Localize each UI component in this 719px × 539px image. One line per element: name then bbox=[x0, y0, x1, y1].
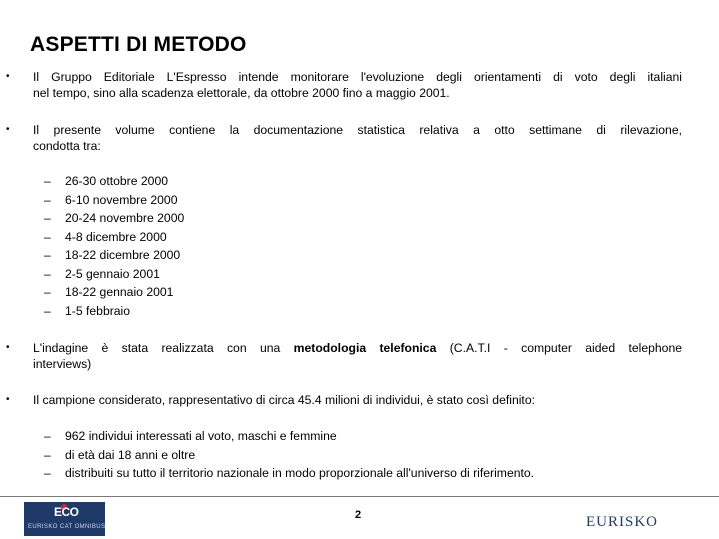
paragraph-line: Il campione considerato, rappresentativo di circa 45.4 milioni di individui, è stato così definito: bbox=[33, 393, 535, 407]
list-item bbox=[0, 302, 719, 321]
bullet: • bbox=[6, 124, 10, 135]
eco-logo bbox=[24, 502, 105, 536]
sample-text: 962 individui interessati al voto, maschi e femmine bbox=[65, 429, 337, 443]
dash: – bbox=[44, 466, 51, 480]
bold-text: metodologia telefonica bbox=[293, 341, 437, 355]
sample-list bbox=[0, 427, 719, 483]
list-item bbox=[0, 464, 719, 483]
paragraph-line bbox=[33, 340, 682, 356]
dash: – bbox=[44, 248, 51, 262]
paragraph-line: Il presente volume contiene la documentazione statistica relativa a otto settimane di rilevazione, bbox=[33, 123, 682, 137]
week-text: 1-5 febbraio bbox=[65, 303, 131, 318]
paragraph-line: Il Gruppo Editoriale L'Espresso intende monitorare l'evoluzione degli orientamenti di voto degli italiani bbox=[33, 70, 682, 84]
sample-text: distribuiti su tutto il territorio nazionale in modo proporzionale all'universo di riferimento. bbox=[65, 466, 535, 480]
dash: – bbox=[44, 211, 51, 225]
list-item bbox=[0, 209, 719, 228]
paragraph-line: nel tempo, sino alla scadenza elettorale, da ottobre 2000 fino a maggio 2001. bbox=[33, 86, 450, 100]
eurisko-logo: EURISKO bbox=[586, 514, 659, 530]
logo-wordmark: ECO bbox=[54, 505, 79, 519]
dash: – bbox=[44, 429, 51, 443]
list-item bbox=[0, 228, 719, 247]
week-text: 6-10 novembre 2000 bbox=[65, 192, 178, 207]
list-item bbox=[0, 265, 719, 284]
week-text: 26-30 ottobre 2000 bbox=[65, 174, 168, 188]
bullet: • bbox=[6, 71, 10, 82]
week-text: 4-8 dicembre 2000 bbox=[65, 229, 167, 244]
week-text: 20-24 novembre 2000 bbox=[65, 211, 185, 225]
page-number: 2 bbox=[355, 509, 362, 521]
weeks-list bbox=[0, 172, 719, 320]
list-item bbox=[0, 283, 719, 302]
list-item bbox=[0, 191, 719, 210]
dash: – bbox=[44, 285, 51, 299]
week-text: 2-5 gennaio 2001 bbox=[65, 266, 160, 281]
footer-divider bbox=[0, 496, 719, 497]
week-text: 18-22 gennaio 2001 bbox=[65, 285, 174, 299]
paragraph-line: interviews) bbox=[33, 357, 92, 371]
list-item bbox=[0, 427, 719, 446]
logo-subtext: EURISKO CAT OMNIBUS bbox=[28, 524, 106, 530]
bullet: • bbox=[6, 394, 10, 405]
dash: – bbox=[44, 192, 51, 207]
dash: – bbox=[44, 174, 51, 188]
page-title: ASPETTI DI METODO bbox=[30, 33, 247, 56]
dash: – bbox=[44, 447, 51, 462]
list-item bbox=[0, 172, 719, 191]
dash: – bbox=[44, 303, 51, 318]
week-text: 18-22 dicembre 2000 bbox=[65, 248, 181, 262]
text-run: (C.A.T.I - computer aided telephone bbox=[436, 341, 682, 355]
dash: – bbox=[44, 229, 51, 244]
bullet: • bbox=[6, 342, 10, 353]
paragraph-line: condotta tra: bbox=[33, 139, 101, 153]
text-run: L'indagine è stata realizzata con una bbox=[33, 341, 294, 355]
dash: – bbox=[44, 266, 51, 281]
sample-text: di età dai 18 anni e oltre bbox=[65, 447, 196, 462]
list-item bbox=[0, 246, 719, 265]
list-item bbox=[0, 446, 719, 465]
